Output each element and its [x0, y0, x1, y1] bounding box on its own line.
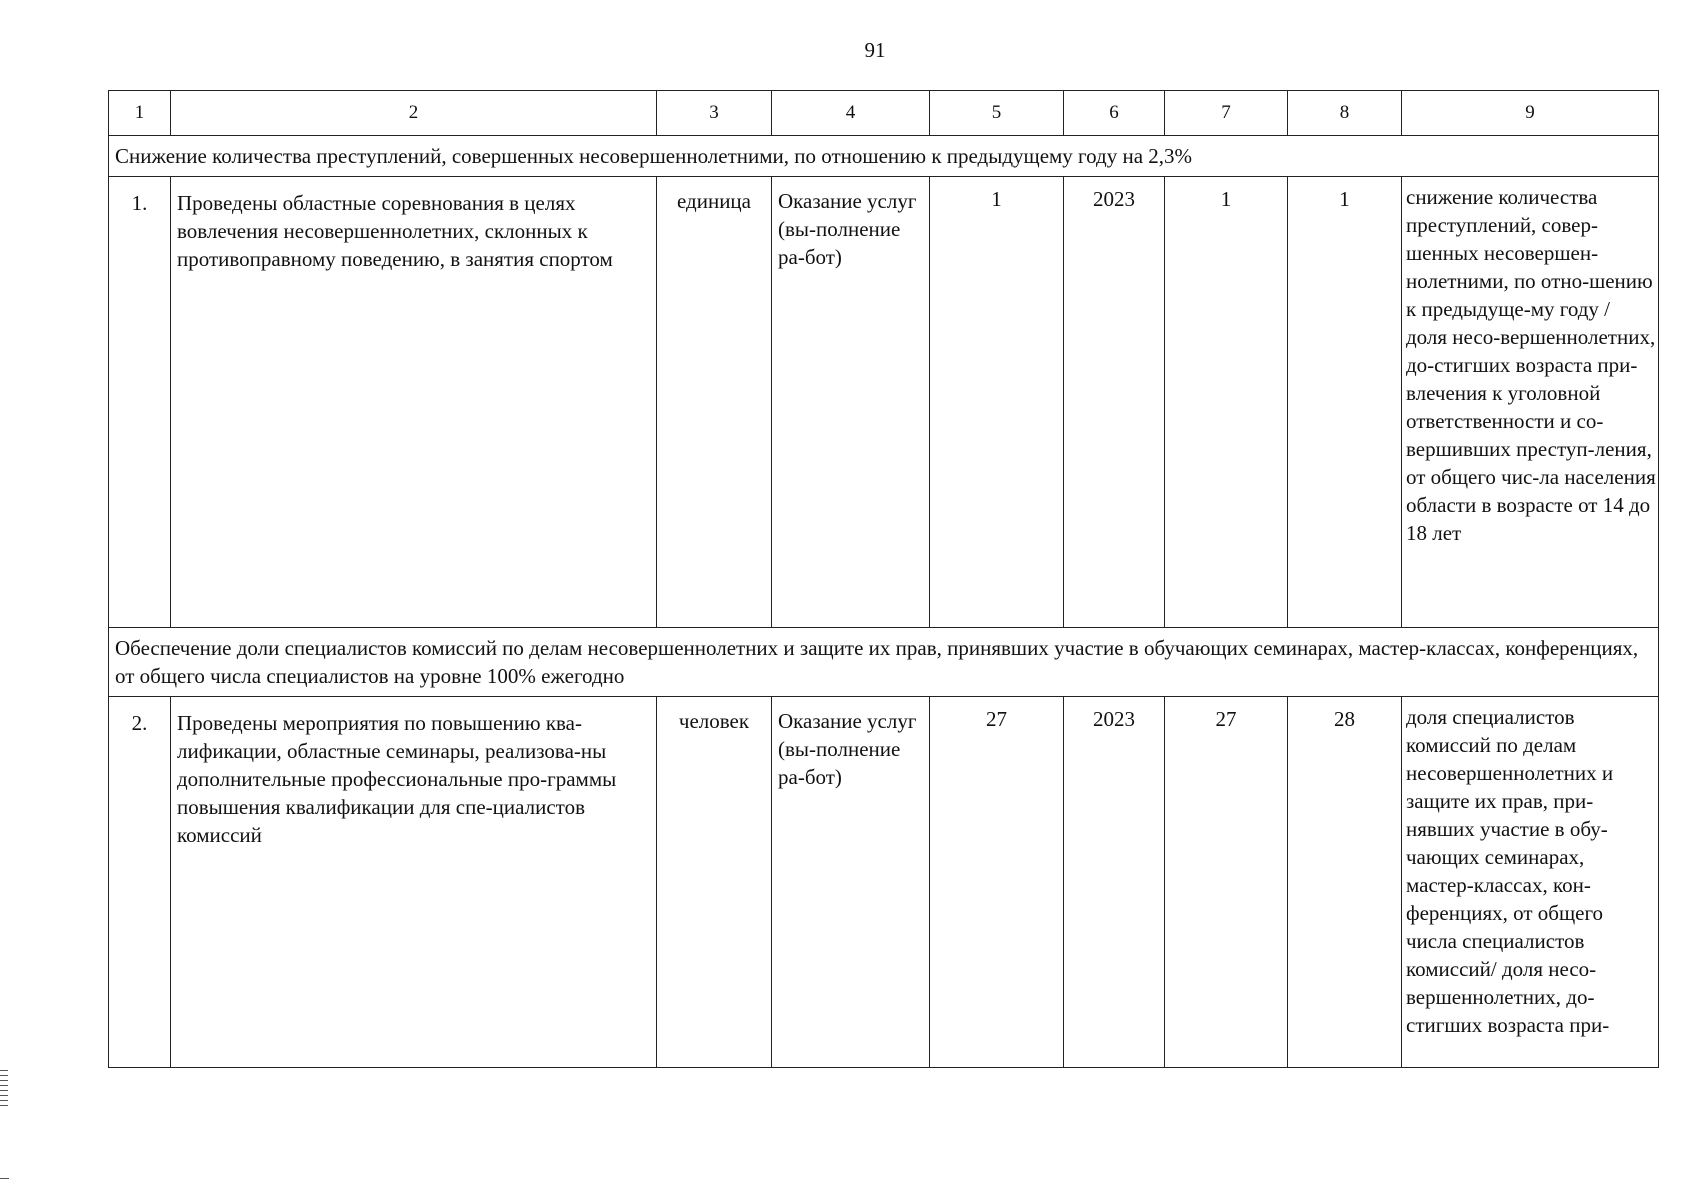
section-title: Обеспечение доли специалистов комиссий по делам несовершеннолетних и защите их прав, принявших участие в обучающих семинарах, мастер-классах, конференциях, от общего числа специалистов на уровне 100% ежегодно: [109, 628, 1659, 697]
scan-edge-marks: [0, 1070, 8, 1110]
row-indicator: доля специалистов комиссий по делам несовершеннолетних и защите их прав, при-нявших участие в обу-чающих семинарах, мастер-классах, кон-ференциях, от общего числа специалистов комиссий/ доля несо-вершеннолетних, до-стигших возраста при-: [1402, 697, 1659, 1068]
row-type: Оказание услуг (вы-полнение ра-бот): [772, 697, 930, 1068]
row-unit: человек: [657, 697, 772, 1068]
column-header: 2: [171, 91, 657, 136]
column-header: 4: [772, 91, 930, 136]
table-row: [109, 177, 1659, 628]
column-header: 3: [657, 91, 772, 136]
row-year: 2023: [1064, 697, 1165, 1068]
header-row: [109, 91, 1659, 136]
scan-edge-mark: [0, 1178, 9, 1179]
row-year: 2023: [1064, 177, 1165, 628]
row-unit: единица: [657, 177, 772, 628]
row-description: Проведены областные соревнования в целях вовлечения несовершеннолетних, склонных к противоправному поведению, в занятия спортом: [171, 177, 657, 628]
column-header: 6: [1064, 91, 1165, 136]
row-col5: 27: [930, 697, 1064, 1068]
row-col7: 1: [1165, 177, 1288, 628]
row-col8: 28: [1288, 697, 1402, 1068]
section-title: Снижение количества преступлений, совершенных несовершеннолетними, по отношению к предыдущему году на 2,3%: [109, 136, 1659, 177]
column-header: 8: [1288, 91, 1402, 136]
row-description: Проведены мероприятия по повышению ква-лификации, областные семинары, реализова-ны дополнительные профессиональные про-граммы повышения квалификации для спе-циалистов комиссий: [171, 697, 657, 1068]
table-row: [109, 697, 1659, 1068]
page-number: 91: [864, 38, 886, 62]
row-type: Оказание услуг (вы-полнение ра-бот): [772, 177, 930, 628]
row-col8: 1: [1288, 177, 1402, 628]
section-row: [109, 628, 1659, 697]
section-row: [109, 136, 1659, 177]
data-table: [108, 90, 1659, 1068]
row-number: 2.: [109, 697, 171, 1068]
row-col7: 27: [1165, 697, 1288, 1068]
row-number: 1.: [109, 177, 171, 628]
row-indicator: снижение количества преступлений, совер-шенных несовершен-нолетними, по отно-шению к предыдуще-му году / доля несо-вершеннолетних, до-стигших возраста при-влечения к уголовной ответственности и со-вершивших преступ-ления, от общего чис-ла населения области в возрасте от 14 до 18 лет: [1402, 177, 1659, 628]
row-col5: 1: [930, 177, 1064, 628]
column-header: 9: [1402, 91, 1659, 136]
column-header: 1: [109, 91, 171, 136]
column-header: 7: [1165, 91, 1288, 136]
column-header: 5: [930, 91, 1064, 136]
